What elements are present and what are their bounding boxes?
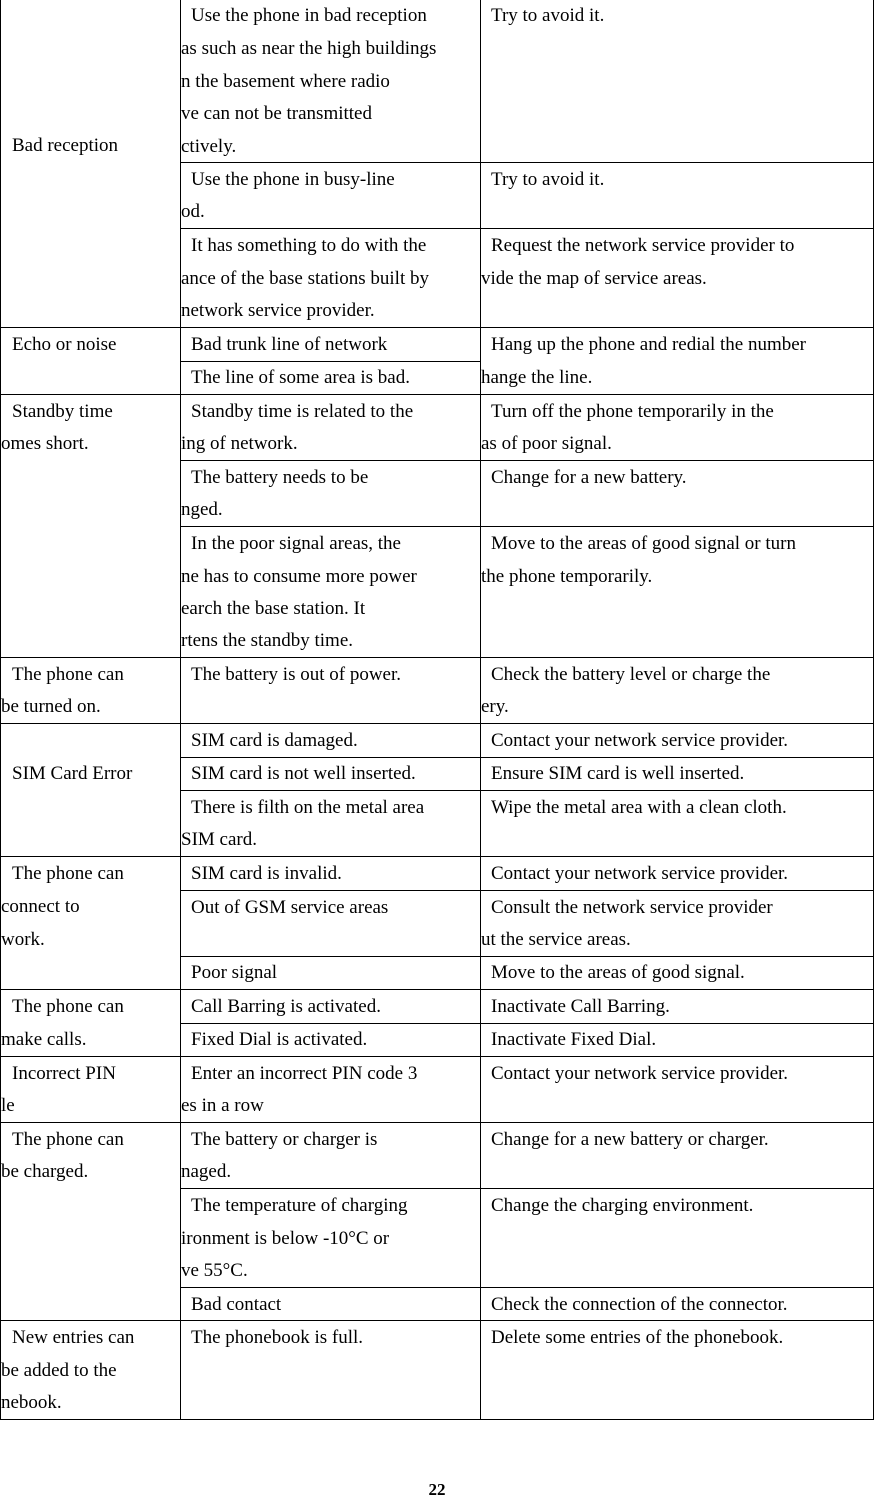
- cell-text-line: Inactivate Call Barring.: [491, 996, 670, 1017]
- cell-text-line: Request the network service provider to: [491, 235, 795, 256]
- cell-text-line: Wipe the metal area with a clean cloth.: [491, 797, 787, 818]
- table-cell: [481, 757, 873, 790]
- cell-text-line: Turn off the phone temporarily in the: [491, 401, 774, 422]
- table-cell: [181, 327, 480, 361]
- cell-text-line: Bad contact: [191, 1294, 282, 1315]
- cell-text-line: ance of the base stations built by: [181, 268, 429, 289]
- table-cell: [1, 1122, 180, 1320]
- cell-text-line: ironment is below -10°C or: [181, 1228, 390, 1249]
- table-cell: [1, 723, 180, 856]
- cell-text-line: Use the phone in busy-line: [191, 169, 395, 190]
- table-cell: [481, 460, 873, 526]
- cell-text-line: SIM card is not well inserted.: [191, 763, 416, 784]
- cell-text-line: The battery or charger is: [191, 1129, 378, 1150]
- table-cell: [181, 723, 480, 757]
- table-cell: [481, 526, 873, 657]
- cell-text-line: Move to the areas of good signal or turn: [491, 533, 796, 554]
- cell-text-line: It has something to do with the: [191, 235, 427, 256]
- cell-text-line: rtens the standby time.: [181, 630, 354, 651]
- table-cell: [481, 723, 873, 757]
- cell-text-line: ne has to consume more power: [181, 566, 417, 587]
- cell-text-line: Try to avoid it.: [491, 169, 605, 190]
- table-cell: [181, 657, 480, 723]
- cell-text-line: Move to the areas of good signal.: [491, 962, 745, 983]
- table-cell: [1, 1320, 180, 1419]
- table-cell: [481, 890, 873, 956]
- table-cell: [481, 790, 873, 856]
- table-cell: [481, 0, 873, 162]
- table-horizontal-rule: [180, 1419, 481, 1420]
- cell-text-line: Change for a new battery or charger.: [491, 1129, 769, 1150]
- table-cell: [1, 394, 180, 657]
- cell-text-line: The phone can: [12, 1129, 124, 1150]
- table-cell: [181, 757, 480, 790]
- cell-text-line: Ensure SIM card is well inserted.: [491, 763, 745, 784]
- table-cell: [481, 228, 873, 327]
- cell-text-line: ve can not be transmitted: [181, 103, 372, 124]
- cell-text-line: Try to avoid it.: [491, 5, 605, 26]
- cell-text-line: Fixed Dial is activated.: [191, 1029, 368, 1050]
- table-cell: [1, 327, 180, 394]
- cell-text-line: Standby time: [12, 401, 113, 422]
- table-cell: [481, 327, 873, 394]
- table-cell: [1, 0, 180, 327]
- table-cell: [181, 1188, 480, 1287]
- cell-text-line: SIM Card Error: [12, 763, 133, 784]
- table-cell: [481, 1320, 873, 1419]
- table-cell: [181, 1287, 480, 1320]
- cell-text-line: ing of network.: [181, 433, 298, 454]
- cell-text-line: The battery is out of power.: [191, 664, 402, 685]
- cell-text-line: le: [1, 1095, 15, 1116]
- cell-text-line: In the poor signal areas, the: [191, 533, 401, 554]
- cell-text-line: Hang up the phone and redial the number: [491, 334, 806, 355]
- table-cell: [481, 1122, 873, 1188]
- cell-text-line: Contact your network service provider.: [491, 863, 789, 884]
- table-cell: [181, 890, 480, 956]
- cell-text-line: New entries can: [12, 1327, 135, 1348]
- table-horizontal-rule: [480, 1419, 874, 1420]
- table-cell: [181, 856, 480, 890]
- cell-text-line: Standby time is related to the: [191, 401, 414, 422]
- cell-text-line: The phone can: [12, 996, 124, 1017]
- cell-text-line: Contact your network service provider.: [491, 730, 789, 751]
- table-cell: [481, 394, 873, 460]
- table-cell: [181, 790, 480, 856]
- cell-text-line: Change the charging environment.: [491, 1195, 754, 1216]
- table-cell: [481, 856, 873, 890]
- cell-text-line: network service provider.: [181, 300, 375, 321]
- cell-text-line: ve 55°C.: [181, 1260, 248, 1281]
- table-cell: [481, 989, 873, 1023]
- table-cell: [481, 1188, 873, 1287]
- cell-text-line: Inactivate Fixed Dial.: [491, 1029, 657, 1050]
- cell-text-line: naged.: [181, 1161, 232, 1182]
- cell-text-line: ery.: [481, 696, 509, 717]
- cell-text-line: od.: [181, 201, 205, 222]
- cell-text-line: There is filth on the metal area: [191, 797, 425, 818]
- cell-text-line: Call Barring is activated.: [191, 996, 381, 1017]
- page-number: 22: [428, 1480, 446, 1499]
- table-cell: [181, 0, 480, 162]
- cell-text-line: nged.: [181, 499, 223, 520]
- table-cell: [181, 228, 480, 327]
- cell-text-line: The phonebook is full.: [191, 1327, 364, 1348]
- cell-text-line: es in a row: [181, 1095, 264, 1116]
- table-cell: [181, 460, 480, 526]
- cell-text-line: omes short.: [1, 433, 89, 454]
- table-cell: [181, 1320, 480, 1419]
- cell-text-line: Contact your network service provider.: [491, 1063, 789, 1084]
- cell-text-line: Poor signal: [191, 962, 278, 983]
- table-cell: [1, 657, 180, 723]
- table-cell: [481, 1287, 873, 1320]
- cell-text-line: The line of some area is bad.: [191, 367, 410, 388]
- cell-text-line: vide the map of service areas.: [481, 268, 707, 289]
- cell-text-line: be added to the: [1, 1360, 117, 1381]
- table-cell: [481, 956, 873, 989]
- table-cell: [1, 1056, 180, 1122]
- cell-text-line: Consult the network service provider: [491, 897, 773, 918]
- cell-text-line: earch the base station. It: [181, 598, 366, 619]
- cell-text-line: SIM card.: [181, 829, 257, 850]
- table-cell: [181, 956, 480, 989]
- table-cell: [181, 361, 480, 394]
- table-cell: [481, 1056, 873, 1122]
- cell-text-line: Check the connection of the connector.: [491, 1294, 788, 1315]
- table-cell: [1, 989, 180, 1056]
- cell-text-line: ut the service areas.: [481, 929, 631, 950]
- cell-text-line: The temperature of charging: [191, 1195, 408, 1216]
- cell-text-line: connect to: [1, 896, 80, 917]
- table-cell: [481, 1023, 873, 1056]
- cell-text-line: be turned on.: [1, 696, 101, 717]
- cell-text-line: Use the phone in bad reception: [191, 5, 427, 26]
- cell-text-line: Enter an incorrect PIN code 3: [191, 1063, 418, 1084]
- cell-text-line: n the basement where radio: [181, 71, 390, 92]
- table-cell: [481, 162, 873, 228]
- cell-text-line: Incorrect PIN: [12, 1063, 116, 1084]
- table-cell: [181, 394, 480, 460]
- cell-text-line: work.: [1, 929, 45, 950]
- table-cell: [181, 162, 480, 228]
- table-cell: [181, 1122, 480, 1188]
- cell-text-line: hange the line.: [481, 367, 593, 388]
- cell-text-line: as such as near the high buildings: [181, 38, 437, 59]
- table-cell: [481, 657, 873, 723]
- cell-text-line: SIM card is damaged.: [191, 730, 358, 751]
- cell-text-line: ctively.: [181, 136, 237, 157]
- table-cell: [181, 1023, 480, 1056]
- cell-text-line: Change for a new battery.: [491, 467, 687, 488]
- cell-text-line: Delete some entries of the phonebook.: [491, 1327, 784, 1348]
- cell-text-line: Bad trunk line of network: [191, 334, 388, 355]
- cell-text-line: The battery needs to be: [191, 467, 369, 488]
- table-cell: [181, 526, 480, 657]
- cell-text-line: nebook.: [1, 1392, 62, 1413]
- cell-text-line: Bad reception: [12, 135, 119, 156]
- cell-text-line: SIM card is invalid.: [191, 863, 342, 884]
- cell-text-line: The phone can: [12, 664, 124, 685]
- table-cell: [181, 989, 480, 1023]
- table-cell: [181, 1056, 480, 1122]
- table-horizontal-rule: [0, 1419, 181, 1420]
- cell-text-line: make calls.: [1, 1029, 87, 1050]
- cell-text-line: Echo or noise: [12, 334, 117, 355]
- cell-text-line: the phone temporarily.: [481, 566, 653, 587]
- cell-text-line: be charged.: [1, 1161, 89, 1182]
- cell-text-line: Out of GSM service areas: [191, 897, 389, 918]
- cell-text-line: The phone can: [12, 863, 124, 884]
- cell-text-line: Check the battery level or charge the: [491, 664, 771, 685]
- cell-text-line: as of poor signal.: [481, 433, 612, 454]
- table-cell: [1, 856, 180, 989]
